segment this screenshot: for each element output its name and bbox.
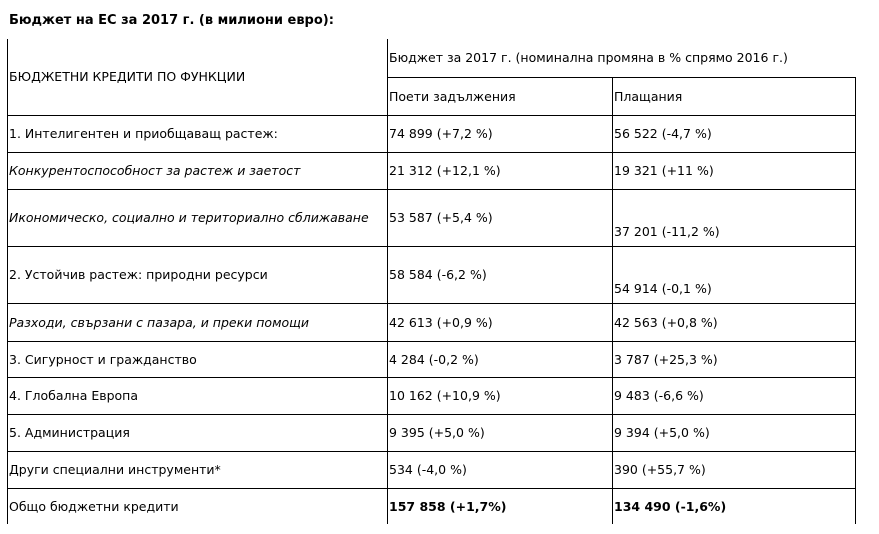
table-row bbox=[8, 451, 856, 488]
row-payments: 19 321 (+11 %) bbox=[613, 152, 856, 189]
row-payments: 42 563 (+0,8 %) bbox=[613, 303, 856, 341]
table-row bbox=[8, 189, 856, 246]
table-row bbox=[8, 152, 856, 189]
header-commitments: Поети задължения bbox=[388, 77, 613, 115]
row-payments: 390 (+55,7 %) bbox=[613, 451, 856, 488]
table-row bbox=[8, 414, 856, 451]
row-label: 4. Глобална Европа bbox=[8, 377, 388, 414]
header-payments: Плащания bbox=[613, 77, 856, 115]
header-row-label: БЮДЖЕТНИ КРЕДИТИ ПО ФУНКЦИИ bbox=[8, 39, 388, 115]
row-commitments: 534 (-4,0 %) bbox=[388, 451, 613, 488]
total-commitments: 157 858 (+1,7%) bbox=[388, 488, 613, 524]
row-label: Разходи, свързани с пазара, и преки помощи bbox=[8, 303, 388, 341]
row-payments: 9 483 (-6,6 %) bbox=[613, 377, 856, 414]
row-commitments: 9 395 (+5,0 %) bbox=[388, 414, 613, 451]
budget-table bbox=[7, 39, 856, 524]
row-label: 1. Интелигентен и приобщаващ растеж: bbox=[8, 115, 388, 152]
row-commitments: 21 312 (+12,1 %) bbox=[388, 152, 613, 189]
table-row bbox=[8, 303, 856, 341]
row-commitments: 74 899 (+7,2 %) bbox=[388, 115, 613, 152]
total-label: Общо бюджетни кредити bbox=[8, 488, 388, 524]
table-row bbox=[8, 115, 856, 152]
row-payments: 9 394 (+5,0 %) bbox=[613, 414, 856, 451]
row-commitments: 53 587 (+5,4 %) bbox=[388, 189, 613, 246]
row-label: 3. Сигурност и гражданство bbox=[8, 341, 388, 377]
page-title: Бюджет на ЕС за 2017 г. (в милиони евро): bbox=[9, 13, 334, 28]
total-payments: 134 490 (-1,6%) bbox=[613, 488, 856, 524]
row-label: 5. Администрация bbox=[8, 414, 388, 451]
row-payments: 37 201 (-11,2 %) bbox=[613, 189, 856, 246]
row-commitments: 4 284 (-0,2 %) bbox=[388, 341, 613, 377]
table-row bbox=[8, 341, 856, 377]
row-payments: 56 522 (-4,7 %) bbox=[613, 115, 856, 152]
row-label: Конкурентоспособност за растеж и заетост bbox=[8, 152, 388, 189]
row-payments: 54 914 (-0,1 %) bbox=[613, 246, 856, 303]
table-row bbox=[8, 246, 856, 303]
header-group-label: Бюджет за 2017 г. (номинална промяна в % спрямо 2016 г.) bbox=[388, 39, 856, 77]
row-label: Други специални инструменти* bbox=[8, 451, 388, 488]
row-commitments: 42 613 (+0,9 %) bbox=[388, 303, 613, 341]
row-label: Икономическо, социално и териториално сближаване bbox=[8, 189, 388, 246]
row-commitments: 10 162 (+10,9 %) bbox=[388, 377, 613, 414]
table-row bbox=[8, 377, 856, 414]
table-header-row bbox=[8, 39, 856, 77]
row-commitments: 58 584 (-6,2 %) bbox=[388, 246, 613, 303]
row-label: 2. Устойчив растеж: природни ресурси bbox=[8, 246, 388, 303]
table-total-row bbox=[8, 488, 856, 524]
row-payments: 3 787 (+25,3 %) bbox=[613, 341, 856, 377]
